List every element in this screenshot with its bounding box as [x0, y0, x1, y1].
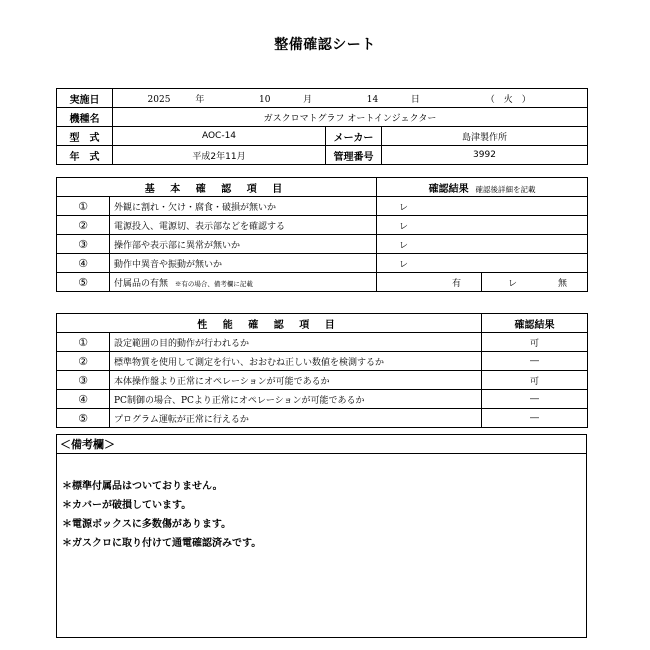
row-result: ― — [482, 409, 588, 428]
date-month: 10 — [259, 94, 271, 105]
date-day: 14 — [366, 94, 379, 105]
basic-check-table — [56, 177, 588, 292]
equipment-info-table — [56, 88, 588, 165]
date-value — [113, 89, 588, 108]
row-text: 外観に割れ・欠け・腐食・破損が無いか — [110, 197, 377, 216]
row-result: ― — [482, 390, 588, 409]
maker-label: メーカー — [326, 127, 382, 146]
model-row — [57, 108, 588, 127]
row-number: ⑤ — [57, 273, 110, 292]
perf-header-row — [57, 314, 588, 333]
row-text: プログラム運転が正常に行えるか — [110, 409, 482, 428]
date-month-unit: 月 — [303, 94, 313, 105]
table-row — [57, 197, 588, 216]
date-day-unit: 日 — [410, 94, 420, 105]
model-value: ガスクロマトグラフ オートインジェクター — [113, 108, 588, 127]
row-text: 設定範囲の目的動作が行われるか — [110, 333, 482, 352]
row-number: ④ — [57, 254, 110, 273]
row-result: 可 — [482, 371, 588, 390]
mgmt-label: 管理番号 — [326, 146, 382, 165]
row-result: ― — [482, 352, 588, 371]
mgmt-value: 3992 — [382, 146, 588, 165]
accessory-yes: 有 — [377, 273, 482, 292]
basic-result-header: 確認結果 — [428, 183, 469, 195]
table-row — [57, 333, 588, 352]
row-text: 操作部や表示部に異常が無いか — [110, 235, 377, 254]
row-number: ③ — [57, 371, 110, 390]
basic-header-row — [57, 178, 588, 197]
accessory-check: レ — [508, 278, 518, 289]
year-made-value: 平成2年11月 — [113, 146, 326, 165]
date-year-unit: 年 — [195, 94, 205, 105]
model-label: 機種名 — [57, 108, 113, 127]
accessory-row-text — [110, 273, 377, 292]
row-text: PC制御の場合、PCより正常にオペレーションが可能であるか — [110, 390, 482, 409]
page-title: 整備確認シート — [274, 37, 376, 53]
row-result: レ — [377, 235, 588, 254]
table-row — [57, 390, 588, 409]
accessory-label: 付属品の有無 — [114, 278, 169, 289]
accessory-no-cell — [482, 273, 588, 292]
type-value: AOC-14 — [113, 127, 326, 146]
maker-value: 島津製作所 — [382, 127, 588, 146]
table-row — [57, 216, 588, 235]
row-text: 動作中異音や振動が無いか — [110, 254, 377, 273]
remarks-box — [56, 434, 587, 638]
date-row — [57, 89, 588, 108]
date-year: 2025 — [147, 94, 171, 105]
row-number: ③ — [57, 235, 110, 254]
type-row — [57, 127, 588, 146]
table-row — [57, 352, 588, 371]
accessory-note: ※有の場合、備考欄に記載 — [174, 279, 253, 288]
type-label: 型 式 — [57, 127, 113, 146]
remark-line: ＊ガスクロに取り付けて通電確認済みです。 — [62, 538, 262, 549]
remark-line: ＊電源ボックスに多数傷があります。 — [62, 519, 232, 530]
basic-result-note: 確認後詳細を記載 — [475, 184, 536, 194]
row-text: 標準物質を使用して測定を行い、おおむね正しい数値を検測するか — [110, 352, 482, 371]
perf-result-header: 確認結果 — [482, 314, 588, 333]
basic-result-header-cell — [377, 178, 588, 197]
table-row — [57, 254, 588, 273]
perf-header: 性 能 確 認 項 目 — [57, 314, 482, 333]
table-row — [57, 371, 588, 390]
row-result: レ — [377, 216, 588, 235]
row-number: ② — [57, 352, 110, 371]
row-result: レ — [377, 197, 588, 216]
accessory-no: 無 — [558, 278, 568, 289]
remark-line: ＊標準付属品はついておりません。 — [62, 481, 223, 492]
row-result: 可 — [482, 333, 588, 352]
table-row — [57, 409, 588, 428]
row-text: 電源投入、電源切、表示部などを確認する — [110, 216, 377, 235]
date-label: 実施日 — [57, 89, 113, 108]
year-made-row — [57, 146, 588, 165]
year-made-label: 年 式 — [57, 146, 113, 165]
table-row — [57, 235, 588, 254]
table-row — [57, 273, 588, 292]
remarks-header: ＜備考欄＞ — [57, 435, 586, 454]
remark-line: ＊カバーが破損しています。 — [62, 500, 192, 511]
row-number: ① — [57, 333, 110, 352]
remarks-notes — [62, 477, 261, 553]
row-number: ⑤ — [57, 409, 110, 428]
row-number: ② — [57, 216, 110, 235]
performance-check-table — [56, 313, 588, 428]
row-number: ④ — [57, 390, 110, 409]
row-result: レ — [377, 254, 588, 273]
row-text: 本体操作盤より正常にオペレーションが可能であるか — [110, 371, 482, 390]
row-number: ① — [57, 197, 110, 216]
date-weekday: （ 火 ） — [485, 94, 531, 105]
basic-header: 基 本 確 認 項 目 — [57, 178, 377, 197]
